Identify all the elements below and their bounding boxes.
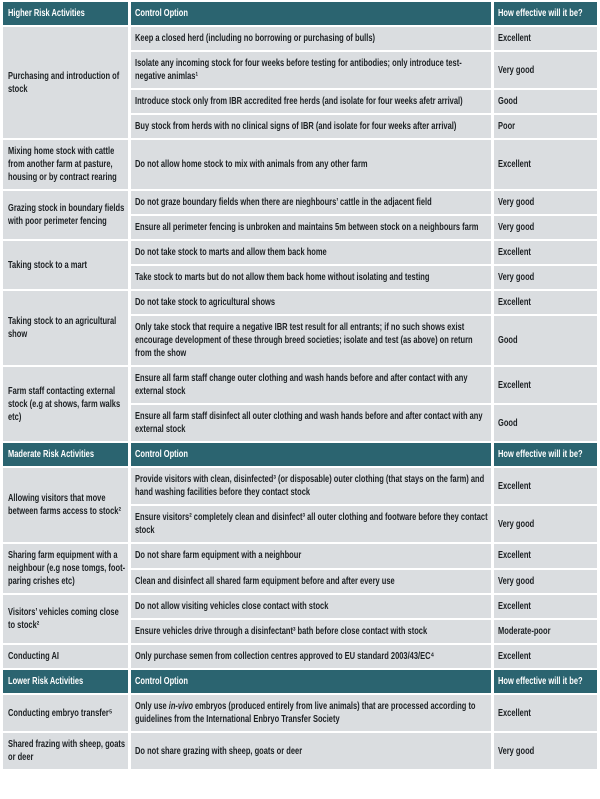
activity-cell: Conducting AI	[3, 645, 128, 668]
activity-cell: Shared frazing with sheep, goats or deer	[3, 733, 128, 769]
table-row	[3, 291, 597, 314]
effectiveness-cell: Very good	[494, 570, 597, 594]
activity-cell: Purchasing and introduction of stock	[3, 27, 128, 138]
control-option-cell: Provide visitors with clean, disinfected³ (or disposable) outer clothing (that stays on the farm) and hand washing facilities before they contact stock	[131, 468, 491, 504]
table-row	[3, 241, 597, 264]
effectiveness-cell: Excellent	[494, 140, 597, 189]
effectiveness-cell: Good	[494, 316, 597, 365]
section-moderate-risk	[3, 443, 597, 668]
control-option-cell: Isolate any incoming stock for four weeks before testing for antibodies; only introduce test-negative animlas¹	[131, 52, 491, 88]
section-higher-risk	[3, 2, 597, 441]
section-lower-risk	[3, 670, 597, 769]
control-option-cell: Take stock to marts but do not allow them back home without isolating and testing	[131, 266, 491, 289]
activity-cell: Taking stock to a mart	[3, 241, 128, 289]
effectiveness-cell: Excellent	[494, 367, 597, 403]
risk-level-header: Lower Risk Activities	[3, 670, 128, 693]
effectiveness-cell: Very good	[494, 506, 597, 542]
effectiveness-cell: Excellent	[494, 241, 597, 264]
table-row	[3, 468, 597, 504]
control-option-cell: Ensure vehicles drive through a disinfectant³ bath before close contact with stock	[131, 620, 491, 643]
effectiveness-cell: Very good	[494, 733, 597, 769]
control-option-header: Control Option	[131, 2, 491, 25]
control-option-cell: Only use in-vivo embryos (produced entirely from live animals) that are processed according to guidelines from the International Enbryo Transfer Society	[131, 695, 491, 731]
effectiveness-cell: Excellent	[494, 595, 597, 618]
effectiveness-cell: Poor	[494, 115, 597, 138]
effectiveness-cell: Very good	[494, 191, 597, 214]
effectiveness-cell: Very good	[494, 266, 597, 289]
control-option-cell: Ensure visitors² completely clean and disinfect³ all outer clothing and footware before they contact stock	[131, 506, 491, 542]
control-option-cell: Ensure all farm staff change outer clothing and wash hands before and after contact with any external stock	[131, 367, 491, 403]
table-row	[3, 27, 597, 50]
activity-cell: Farm staff contacting external stock (e.g at shows, farm walks etc)	[3, 367, 128, 441]
effectiveness-cell: Excellent	[494, 27, 597, 50]
control-option-cell: Buy stock from herds with no clinical signs of IBR (and isolate for four weeks after arrival)	[131, 115, 491, 138]
table-row	[3, 544, 597, 568]
section-header-row	[3, 2, 597, 25]
activity-cell: Sharing farm equipment with a neighbour (e.g nose tomgs, foot-paring crishes etc)	[3, 544, 128, 593]
effectiveness-cell: Good	[494, 405, 597, 441]
control-option-cell: Ensure all farm staff disinfect all outer clothing and wash hands before and after contact with any external stock	[131, 405, 491, 441]
control-option-header: Control Option	[131, 670, 491, 693]
table-row	[3, 595, 597, 618]
control-option-cell: Keep a closed herd (including no borrowing or purchasing of bulls)	[131, 27, 491, 50]
activity-cell: Allowing visitors that move between farms access to stock²	[3, 468, 128, 542]
effectiveness-cell: Excellent	[494, 645, 597, 668]
control-option-cell: Do not share farm equipment with a neighbour	[131, 544, 491, 568]
effectiveness-cell: Excellent	[494, 544, 597, 568]
control-option-cell: Clean and disinfect all shared farm equipment before and after every use	[131, 570, 491, 594]
effectiveness-cell: Very good	[494, 216, 597, 239]
effectiveness-header: How effective will it be?	[494, 670, 597, 693]
table-row	[3, 191, 597, 214]
effectiveness-header: How effective will it be?	[494, 2, 597, 25]
control-option-cell: Do not take stock to agricultural shows	[131, 291, 491, 314]
table-row	[3, 733, 597, 769]
activity-cell: Visitors’ vehicles coming close to stock²	[3, 595, 128, 643]
effectiveness-header: How effective will it be?	[494, 443, 597, 466]
risk-level-header: Higher Risk Activities	[3, 2, 128, 25]
control-option-cell: Do not graze boundary fields when there are nieghbours’ cattle in the adjacent field	[131, 191, 491, 214]
table-row	[3, 140, 597, 189]
risk-level-header: Maderate Risk Activities	[3, 443, 128, 466]
control-option-cell: Do not allow visiting vehicles close contact with stock	[131, 595, 491, 618]
section-header-row	[3, 443, 597, 466]
activity-cell: Mixing home stock with cattle from another farm at pasture, housing or by contract rearing	[3, 140, 128, 189]
activity-cell: Grazing stock in boundary fields with poor perimeter fencing	[3, 191, 128, 239]
effectiveness-cell: Excellent	[494, 291, 597, 314]
control-option-cell: Do not allow home stock to mix with animals from any other farm	[131, 140, 491, 189]
table-row	[3, 645, 597, 668]
table-row	[3, 367, 597, 403]
effectiveness-cell: Excellent	[494, 695, 597, 731]
activity-cell: Conducting embryo transfer⁵	[3, 695, 128, 731]
activity-cell: Taking stock to an agricultural show	[3, 291, 128, 365]
effectiveness-cell: Excellent	[494, 468, 597, 504]
control-option-cell: Only take stock that require a negative IBR test result for all entrants; if no such shows exist encourage development of these through breed societies; isolate and test (as above) on return from the show	[131, 316, 491, 365]
control-option-cell: Ensure all perimeter fencing is unbroken and maintains 5m between stock on a neighbours farm	[131, 216, 491, 239]
control-option-header: Control Option	[131, 443, 491, 466]
control-option-cell: Do not take stock to marts and allow them back home	[131, 241, 491, 264]
control-option-cell: Do not share grazing with sheep, goats or deer	[131, 733, 491, 769]
effectiveness-cell: Good	[494, 90, 597, 113]
effectiveness-cell: Very good	[494, 52, 597, 88]
control-option-cell: Introduce stock only from IBR accredited free herds (and isolate for four weeks afetr arrival)	[131, 90, 491, 113]
effectiveness-cell: Moderate-poor	[494, 620, 597, 643]
table-row	[3, 695, 597, 731]
control-option-cell: Only purchase semen from collection centres approved to EU standard 2003/43/EC⁴	[131, 645, 491, 668]
section-header-row	[3, 670, 597, 693]
